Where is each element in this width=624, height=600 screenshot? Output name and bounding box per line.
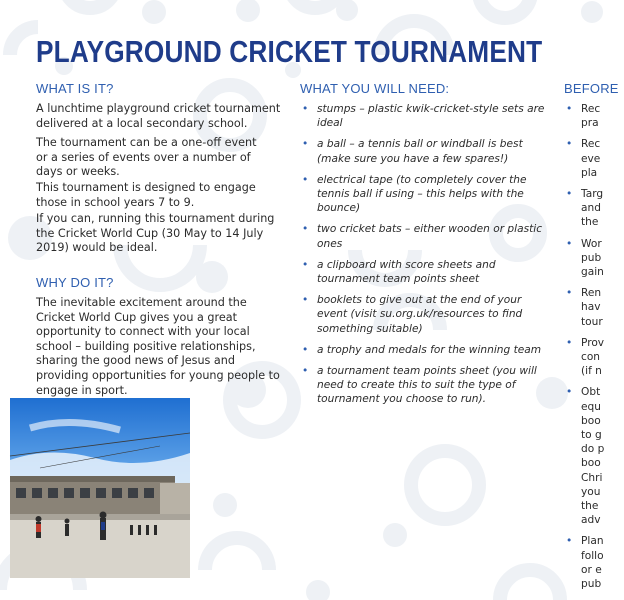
bullet-icon: •	[566, 188, 573, 201]
bullet-icon: •	[302, 103, 309, 115]
list-item: • two cricket bats – either wooden or plastic ones	[302, 223, 543, 250]
before-list	[564, 102, 624, 591]
what-you-need-heading: WHAT YOU WILL NEED:	[300, 81, 450, 96]
list-item: • Ren hav tour	[566, 287, 603, 328]
bullet-icon: •	[302, 258, 309, 271]
list-item: • Rec eve pla	[566, 138, 601, 179]
before-heading: BEFORE	[564, 81, 619, 96]
what-is-it-paragraph-3: This tournament is designed to engage those in school years 7 to 9.	[36, 181, 256, 209]
bullet-icon: •	[302, 365, 309, 378]
page-title: PLAYGROUND CRICKET TOURNAMENT	[36, 35, 543, 69]
list-item: • stumps – plastic kwik-cricket-style sets are ideal	[302, 103, 545, 130]
list-item: • booklets to give out at the end of your event (visit su.org.uk/resources to find something suitable)	[302, 294, 523, 335]
bullet-icon: •	[566, 535, 573, 548]
what-is-it-paragraph-2: The tournament can be a one-off event or a series of events over a number of days or weeks.	[36, 136, 257, 179]
bullet-icon: •	[302, 138, 309, 151]
list-item: • Rec pra	[566, 103, 601, 130]
bullet-icon: •	[566, 336, 573, 349]
list-item: • a clipboard with score sheets and tournament team points sheet	[302, 258, 496, 286]
list-item: • Obt equ boo to g do p boo Chri you the adv	[566, 386, 605, 527]
bullet-icon: •	[566, 103, 573, 115]
bullet-icon: •	[302, 223, 309, 236]
list-item: • a tournament team points sheet (you will need to create this to suit the type of tournament you choose to run).	[302, 365, 537, 406]
list-item: • a trophy and medals for the winning team	[302, 343, 542, 356]
list-item: • electrical tape (to completely cover the tennis ball if using – this helps with the bounce)	[302, 173, 527, 215]
list-item: • Targ and the	[566, 188, 604, 229]
bullet-icon: •	[302, 343, 309, 356]
bullet-icon: •	[302, 294, 309, 307]
bullet-icon: •	[566, 138, 573, 151]
bullet-icon: •	[566, 287, 573, 300]
bullet-icon: •	[566, 386, 573, 399]
list-item: • Prov con (if n	[566, 336, 605, 378]
list-item: • Plan follo or e pub	[566, 535, 604, 591]
list-item: • a ball – a tennis ball or windball is best (make sure you have a few spares!)	[302, 138, 523, 165]
why-do-it-heading: WHY DO IT?	[36, 275, 114, 290]
bullet-icon: •	[566, 237, 573, 250]
what-is-it-paragraph-1: A lunchtime playground cricket tournament delivered at a local secondary school.	[36, 102, 281, 130]
list-item: • Wor pub gain	[566, 237, 604, 279]
why-do-it-paragraph: The inevitable excitement around the Cricket World Cup gives you a great opportunity to connect with your local school – building positive relationships, sharing the good news of Jesus and providing opportunities for young people to engage in sport.	[36, 296, 280, 397]
bullet-icon: •	[302, 173, 309, 186]
needs-list	[300, 102, 548, 414]
what-is-it-paragraph-4: If you can, running this tournament during the Cricket World Cup (30 May to 14 July 2019) would be ideal.	[36, 212, 275, 255]
what-is-it-heading: WHAT IS IT?	[36, 81, 114, 96]
playground-photo	[10, 398, 190, 578]
